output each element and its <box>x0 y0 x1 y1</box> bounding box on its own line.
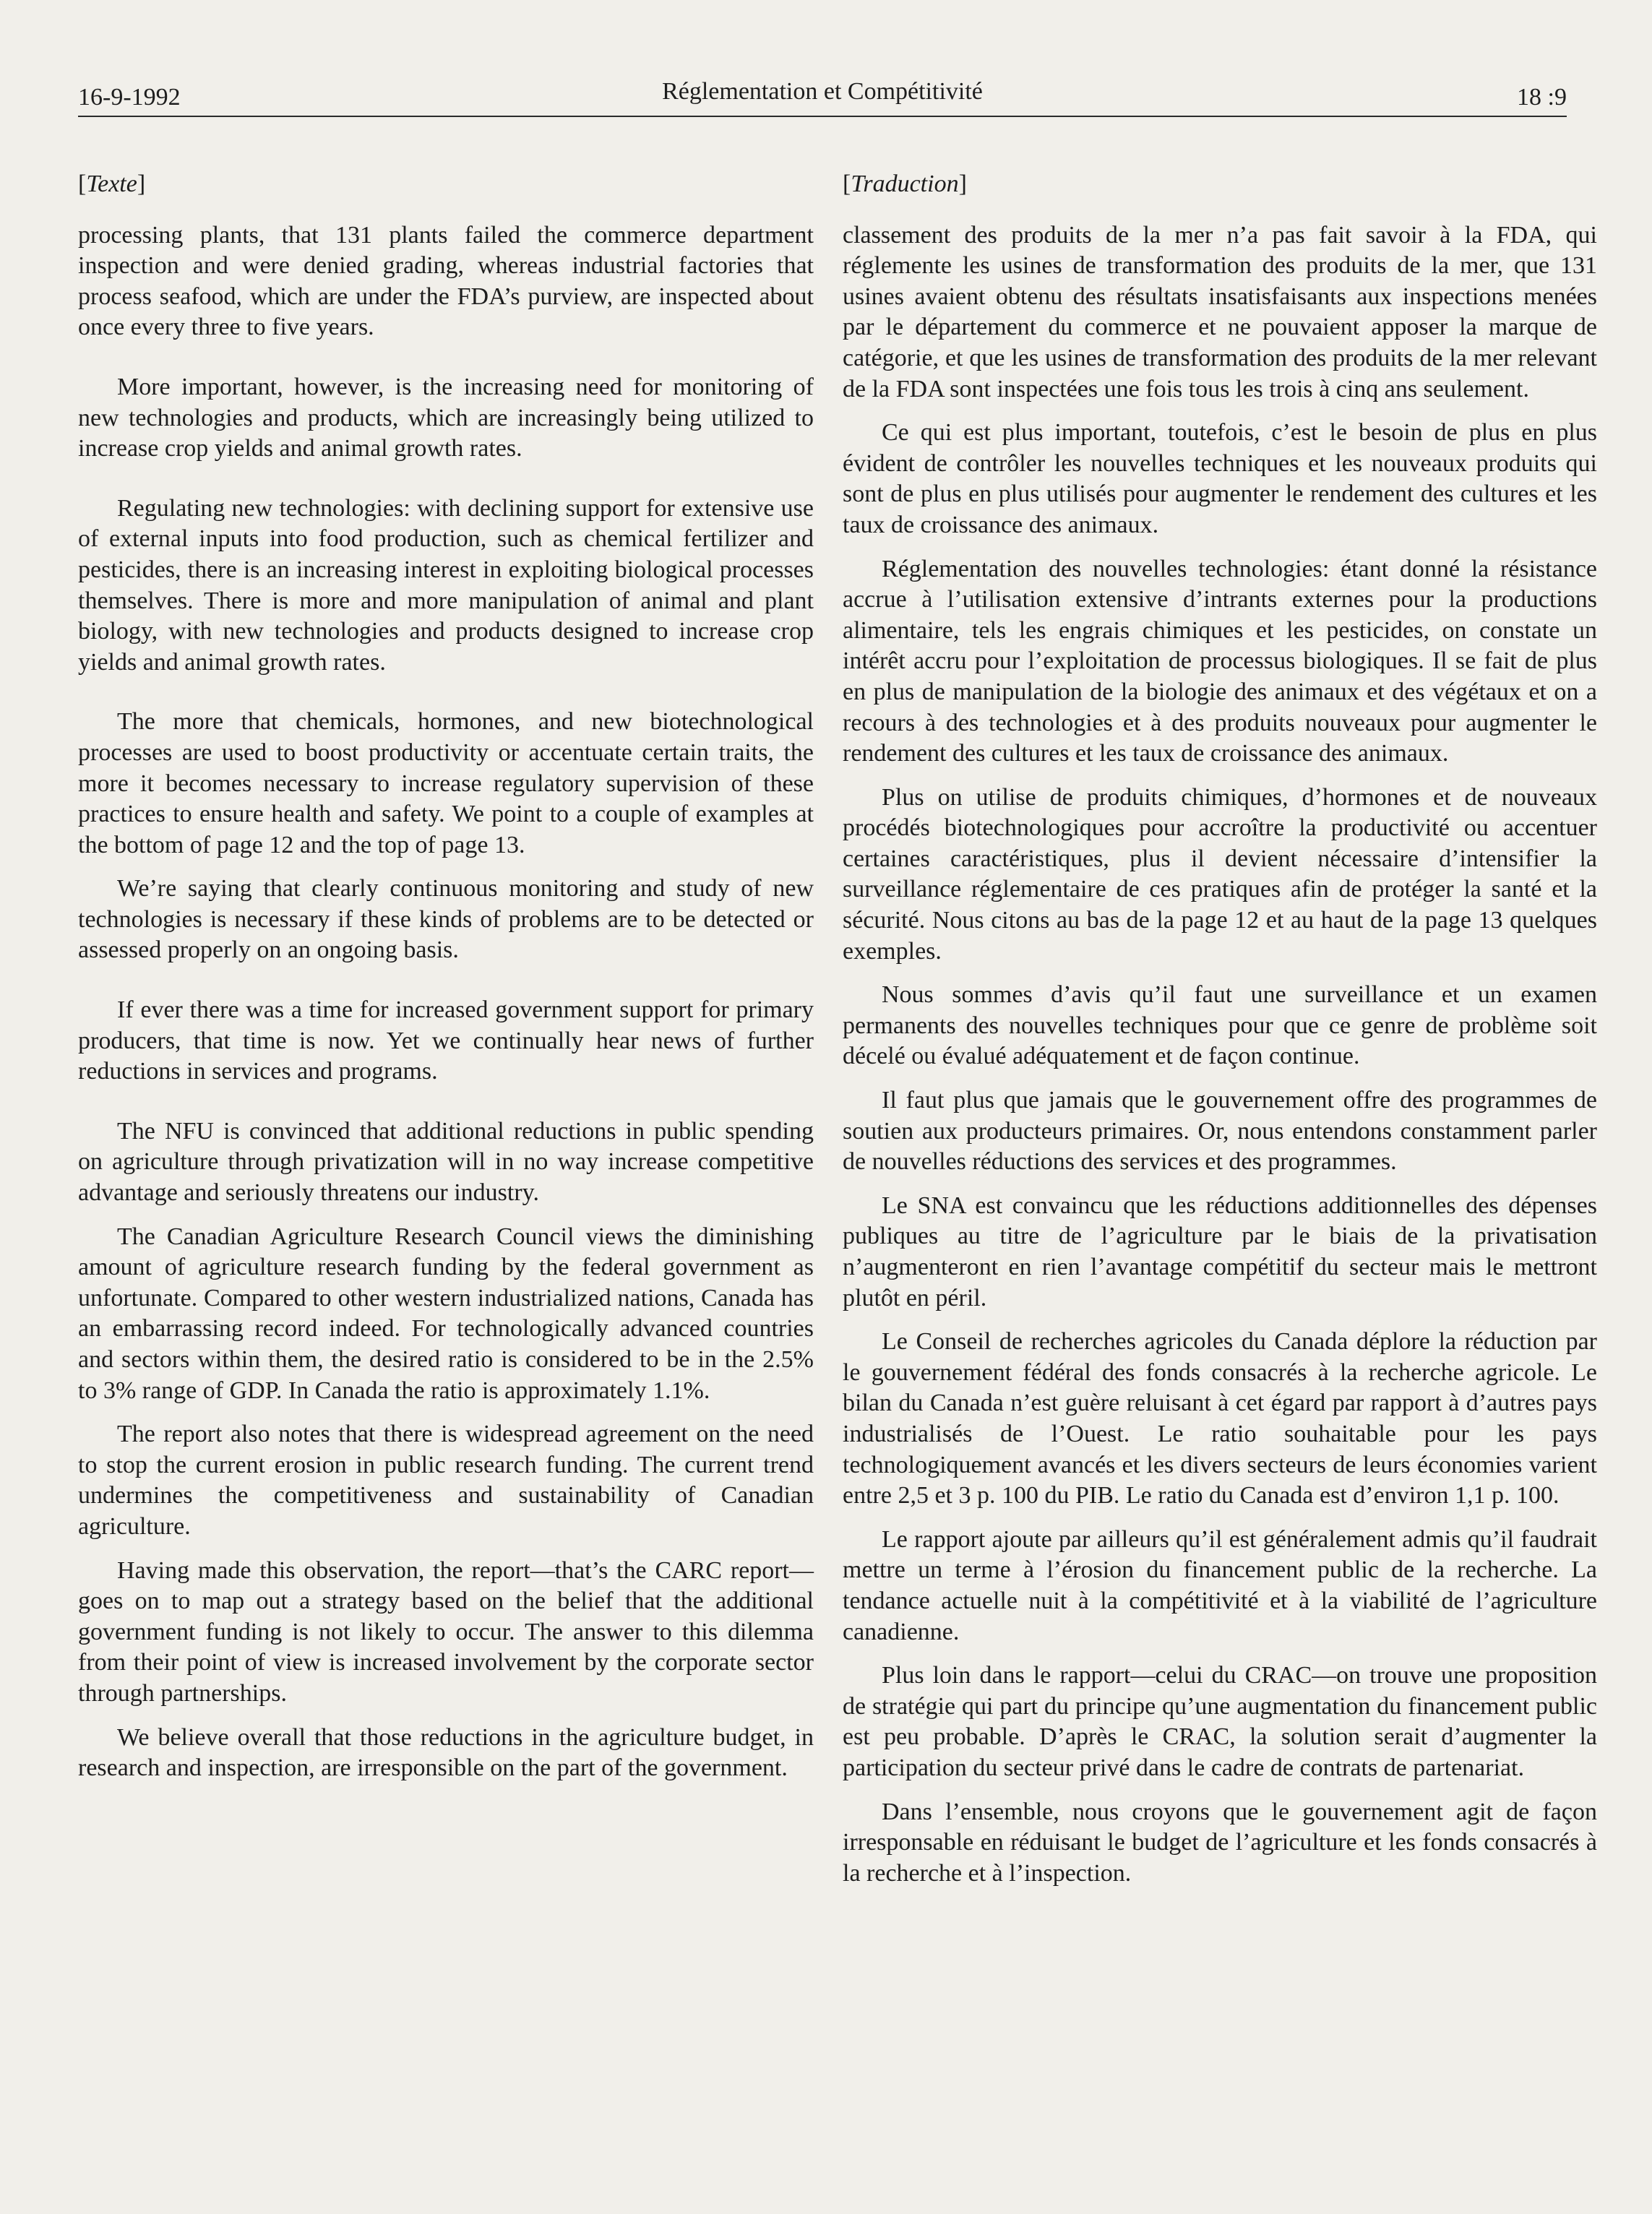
column-tag-texte: [Texte] <box>78 171 146 197</box>
paragraph: Plus on utilise de produits chimiques, d’hormones et de nouveaux procédés biotechnologiques pour accroître la productivité ou accentuer certaines caractéristiques, plus il devient nécessaire d’intensifier la surveillance réglementaire de ces pratiques afin de protéger la santé et la sécurité. Nous citons au bas de la page 12 et au haut de la page 13 quelques exemples. <box>843 783 1597 965</box>
paragraph: We believe overall that those reductions in the agriculture budget, in research and inspection, are irresponsible on the part of the government. <box>78 1723 814 1782</box>
header-title: Réglementation et Compétitivité <box>662 78 983 105</box>
paragraph: Plus loin dans le rapport—celui du CRAC—on trouve une proposition de stratégie qui part du principe qu’une augmentation du financement public est peu probable. D’après le CRAC, la solution serait d’augmenter la participation du secteur privé dans le cadre de contrats de partenariat. <box>843 1662 1597 1781</box>
header-rule <box>78 116 1567 117</box>
paragraph: Réglementation des nouvelles technologies: étant donné la résistance accrue à l’utilisation extensive d’intrants externes pour la productions alimentaire, tels les engrais chimiques et les pesticides, on constate un intérêt accru pour l’exploitation de processus biologiques. Il se fait de plus en plus de manipulation de la biologie des animaux et des végétaux et on a recours à des technologies et à des produits nouveaux pour augmenter le rendement des cultures et les taux de croissance des animaux. <box>843 555 1597 767</box>
english-column <box>78 169 814 1797</box>
paragraph: Le SNA est convaincu que les réductions additionnelles des dépenses publiques au titre de l’agriculture par le biais de la privatisation n’augmenteront en rien l’avantage compétitif du secteur mais le mettront plutôt en péril. <box>843 1192 1597 1311</box>
paragraph: Le rapport ajoute par ailleurs qu’il est généralement admis qu’il faudrait mettre un terme à l’érosion du financement public de la recherche. La tendance actuelle nuit à la compétitivité et à la viabilité de l’agriculture canadienne. <box>843 1525 1597 1645</box>
paragraph: Ce qui est plus important, toutefois, c’est le besoin de plus en plus évident de contrôler les nouvelles techniques et les nouveaux produits qui sont de plus en plus utilisés pour augmenter le rendement des cultures et les taux de croissance des animaux. <box>843 419 1597 538</box>
french-column <box>843 169 1597 1902</box>
paragraph: The more that chemicals, hormones, and new biotechnological processes are used to boost productivity or accentuate certain traits, the more it becomes necessary to increase regulatory supervision of these practices to ensure health and safety. We point to a couple of examples at the bottom of page 12 and the top of page 13. <box>78 708 814 858</box>
paragraph: If ever there was a time for increased government support for primary producers, that time is now. Yet we continually hear news of further reductions in services and programs. <box>78 996 814 1085</box>
paragraph: Le Conseil de recherches agricoles du Canada déplore la réduction par le gouvernement fédéral des fonds consacrés à la recherche agricole. Le bilan du Canada n’est guère reluisant à cet égard par rapport à d’autres pays industrialisés de l’Ouest. Le ratio souhaitable pour les pays technologiquement avancés et les divers secteurs de leurs économies varient entre 2,5 et 3 p. 100 du PIB. Le ratio du Canada est d’environ 1,1 p. 100. <box>843 1328 1597 1509</box>
paragraph: The Canadian Agriculture Research Council views the diminishing amount of agriculture research funding by the federal government as unfortunate. Compared to other western industrialized nations, Canada has an embarrassing record indeed. For technologically advanced countries and sectors within them, the desired ratio is considered to be in the 2.5% to 3% range of GDP. In Canada the ratio is approximately 1.1%. <box>78 1223 814 1404</box>
paragraph: classement des produits de la mer n’a pas fait savoir à la FDA, qui réglemente les usines de transformation des produits de la mer, que 131 usines avaient obtenu des résultats insatisfaisants aux inspections menées par le département du commerce et ne pouvaient apposer la marque de catégorie, et que les usines de transformation des produits de la mer relevant de la FDA sont inspectées une fois tous les trois à cinq ans seulement. <box>843 221 1597 402</box>
paragraph: We’re saying that clearly continuous monitoring and study of new technologies is necessary if these kinds of problems are to be detected or assessed properly on an ongoing basis. <box>78 875 814 964</box>
paragraph: Dans l’ensemble, nous croyons que le gouvernement agit de façon irresponsable en réduisant le budget de l’agriculture et les fonds consacrés à la recherche et à l’inspection. <box>843 1798 1597 1887</box>
paragraph: Nous sommes d’avis qu’il faut une surveillance et un examen permanents des nouvelles techniques pour que ce genre de problème soit décelé ou évalué adéquatement et de façon continue. <box>843 981 1597 1070</box>
paragraph: The NFU is convinced that additional reductions in public spending on agriculture through privatization will in no way increase competitive advantage and seriously threatens our industry. <box>78 1117 814 1207</box>
page-header <box>78 78 1567 116</box>
paragraph: Having made this observation, the report—that’s the CARC report—goes on to map out a strategy based on the belief that the additional government funding is not likely to occur. The answer to this dilemma from their point of view is increased involvement by the corporate sector through partnerships. <box>78 1556 814 1707</box>
paragraph: The report also notes that there is widespread agreement on the need to stop the current erosion in public research funding. The current trend undermines the competitiveness and sustainability of Canadian agriculture. <box>78 1421 814 1540</box>
header-page-number: 18 :9 <box>1517 84 1567 111</box>
column-tag-traduction: [Traduction] <box>843 171 967 197</box>
paragraph: More important, however, is the increasing need for monitoring of new technologies and products, which are increasingly being utilized to increase crop yields and animal growth rates. <box>78 373 814 462</box>
paragraph: Il faut plus que jamais que le gouvernement offre des programmes de soutien aux producteurs primaires. Or, nous entendons constamment parler de nouvelles réductions des services et des programmes. <box>843 1087 1597 1176</box>
paragraph: processing plants, that 131 plants failed the commerce department inspection and were denied grading, whereas industrial factories that process seafood, which are under the FDA’s purview, are inspected about once every three to five years. <box>78 221 814 341</box>
paragraph: Regulating new technologies: with declining support for extensive use of external inputs into food production, such as chemical fertilizer and pesticides, there is an increasing interest in exploiting biological processes themselves. There is more and more manipulation of animal and plant biology, with new technologies and products designed to increase crop yields and animal growth rates. <box>78 494 814 676</box>
header-date: 16-9-1992 <box>78 84 181 111</box>
